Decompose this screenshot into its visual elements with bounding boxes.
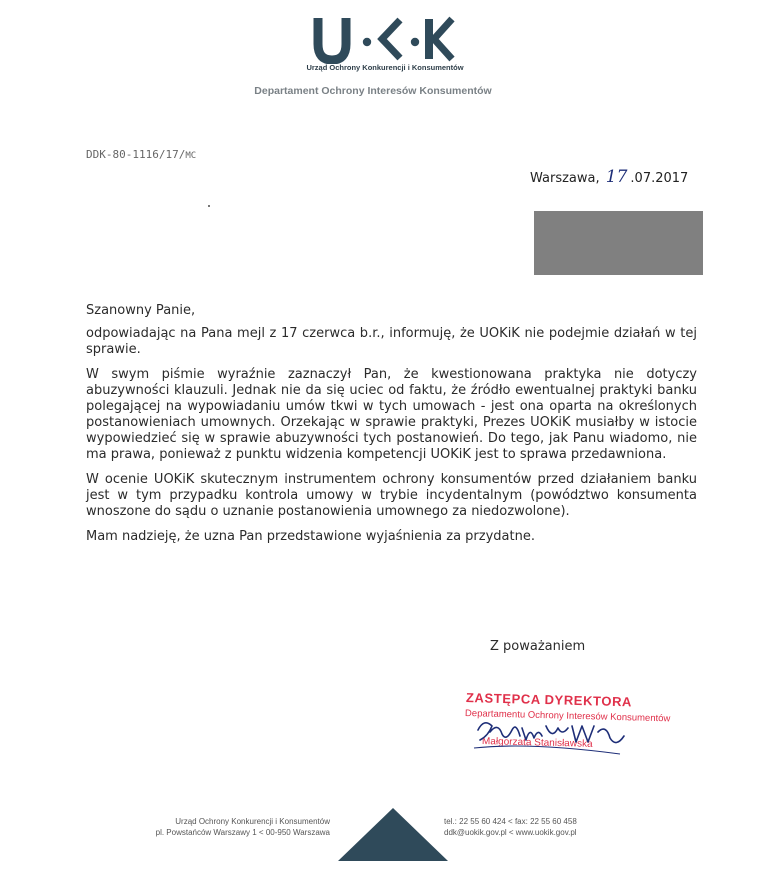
footer-address xyxy=(100,816,330,838)
organization-name-small: Urząd Ochrony Konkurencji i Konsumentów xyxy=(306,63,464,72)
scan-speck xyxy=(208,205,210,207)
paragraph-2: W swym piśmie wyraźnie zaznaczył Pan, że kwestionowana praktyka nie dotyczy abuzywności klauzuli. Jednak nie da się uciec od faktu, że źródło ewentualnej praktyki banku polegającej na wypowiadaniu umów tkwi w tych umowach - jest ona oparta na określonych postanowieniach umownych. Orzekając w sprawie praktyki, Prezes UOKiK musiałby w istocie wypowiedzieć się w sprawie abuzywności tych postanowień. Do tego, jak Panu wiadomo, nie ma prawa, ponieważ z punktu widzenia kompetencji UOKiK jest to sprawa przedawniona. xyxy=(86,367,697,462)
footer-street: pl. Powstańców Warszawy 1 < 00-950 Warszawa xyxy=(155,828,330,837)
footer-contact xyxy=(444,816,664,838)
paragraph-4: Mam nadzieję, że uzna Pan przedstawione wyjaśnienia za przydatne. xyxy=(86,529,535,544)
reference-number xyxy=(86,148,196,161)
footer-triangle-graphic xyxy=(338,808,448,861)
salutation: Szanowny Panie, xyxy=(86,303,196,318)
uokik-logo xyxy=(312,14,458,64)
footer-phone-fax: tel.: 22 55 60 424 < fax: 22 55 60 458 xyxy=(444,817,577,826)
date-month-year: .07.2017 xyxy=(630,171,689,186)
reference-initials: MC xyxy=(185,151,197,161)
date-city: Warszawa, xyxy=(530,171,600,186)
reference-code: DDK-80-1116/17/ xyxy=(86,148,186,161)
paragraph-3: W ocenie UOKiK skutecznym instrumentem ochrony konsumentów przed działaniem banku jest w tym przypadku kontrola umowy w trybie incydentalnym (powództwo konsumenta wnoszone do sądu o uznanie postanowienia umownego za niedozwolone). xyxy=(86,472,697,519)
stamp-name: Małgorzata Stanisławska xyxy=(481,736,593,750)
redacted-address-block xyxy=(534,211,703,275)
stamp-department: Departamentu Ochrony Interesów Konsumentów xyxy=(464,708,671,725)
footer-email-web: ddk@uokik.gov.pl < www.uokik.gov.pl xyxy=(444,828,577,837)
handwritten-signature xyxy=(470,714,635,760)
paragraph-1: odpowiadając na Pana mejl z 17 czerwca b.r., informuję, że UOKiK nie podejmie działań w tej sprawie. xyxy=(86,326,697,357)
department-name: Departament Ochrony Interesów Konsumentów xyxy=(254,85,492,97)
closing-phrase: Z poważaniem xyxy=(490,639,586,654)
date-day-handwritten: 17 xyxy=(605,167,628,187)
letter-body xyxy=(86,303,697,554)
letter-date xyxy=(530,167,688,187)
stamp-title: ZASTĘPCA DYREKTORA xyxy=(465,690,633,710)
footer-org-name: Urząd Ochrony Konkurencji i Konsumentów xyxy=(175,817,330,826)
